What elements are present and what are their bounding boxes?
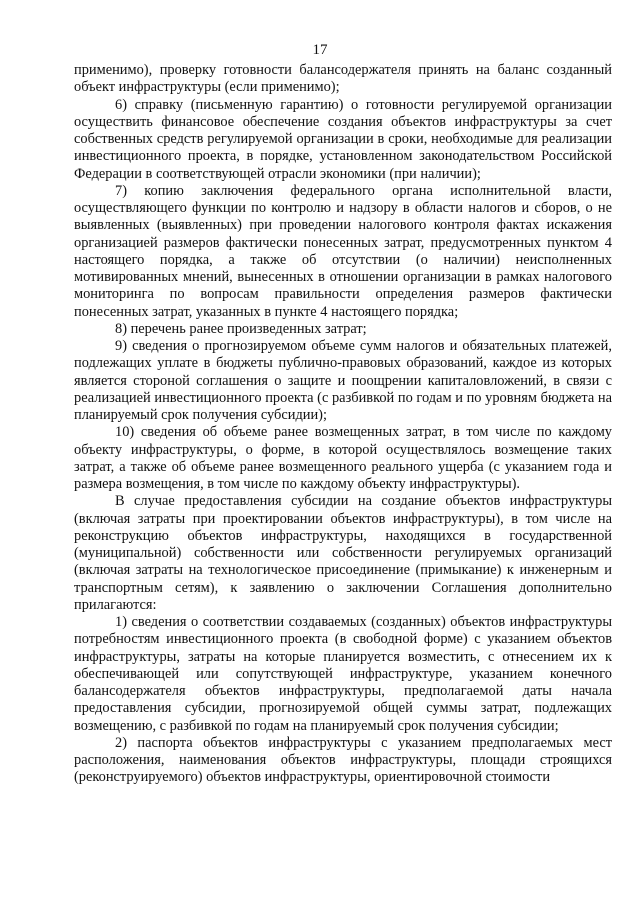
document-body [74,62,612,787]
list-item-8: 8) перечень ранее произведенных затрат; [115,320,367,337]
infrastructure-subsidy-paragraph: В случае предоставления субсидии на создание объектов инфраструктуры (включая затраты при проектировании объектов инфраструктуры), в том числе на реконструкцию объектов инфраструктуры, находящихся в государственной (муниципальной) собственности или собственности регулируемых организаций (включая затраты на технологическое присоединение (примыкание) к инженерным и транспортным сетям), к заявлению о заключении Соглашения дополнительно прилагаются: [74,493,612,613]
list-item-10: 10) сведения об объеме ранее возмещенных затрат, в том числе по каждому объекту инфраструктуры, о форме, в которой осуществлялось возмещение таких затрат, а также об объеме ранее возмещенного реального ущерба (с указанием года и размера возмещения, в том числе по каждому объекту инфраструктуры). [74,424,612,492]
page-number: 17 [312,42,328,58]
paragraph-continuation: применимо), проверку готовности балансодержателя принять на баланс созданный объект инфраструктуры (если применимо); [74,62,612,96]
list-item-7: 7) копию заключения федерального органа исполнительной власти, осуществляющего функции по контролю и надзору в области налогов и сборов, о не выявленных (выявленных) при проведении налогового контроля фактах искажения организацией размеров фактически понесенных затрат, предусмотренных пунктом 4 настоящего порядка, а также об отсутствии (о наличии) неисполненных мотивированных мнений, вынесенных в отношении организации в рамках налогового мониторинга по вопросам правильности определения размеров фактически понесенных затрат, указанных в пункте 4 настоящего порядка; [74,182,612,320]
attachment-item-2: 2) паспорта объектов инфраструктуры с указанием предполагаемых мест расположения, наименования объектов инфраструктуры, площади строящихся (реконструируемого) объектов инфраструктуры, ориентировочной стоимости [74,734,612,786]
attachment-item-1: 1) сведения о соответствии создаваемых (созданных) объектов инфраструктуры потребностям инвестиционного проекта (в свободной форме) с указанием объектов инфраструктуры, затраты на которые планируется возместить, с отнесением их к обеспечивающей или сопутствующей инфраструктуре, указанием конечного балансодержателя объектов инфраструктуры, предполагаемой даты начала предоставления субсидии, прогнозируемой общей суммы затрат, подлежащих возмещению, с разбивкой по годам на планируемый срок получения субсидии; [74,614,612,734]
list-item-9: 9) сведения о прогнозируемом объеме сумм налогов и обязательных платежей, подлежащих уплате в бюджеты публично-правовых образований, каждое из которых является стороной соглашения о защите и поощрении капиталовложений, в связи с реализацией инвестиционного проекта (с разбивкой по годам и по уровням бюджета на планируемый срок получения субсидии); [74,338,612,423]
list-item-6: 6) справку (письменную гарантию) о готовности регулируемой организации осуществить финансовое обеспечение создания объектов инфраструктуры за счет собственных средств регулируемой организации в сроки, необходимые для реализации инвестиционного проекта, в порядке, установленном законодательством Российской Федерации в соответствующей отрасли экономики (при наличии); [74,96,612,182]
